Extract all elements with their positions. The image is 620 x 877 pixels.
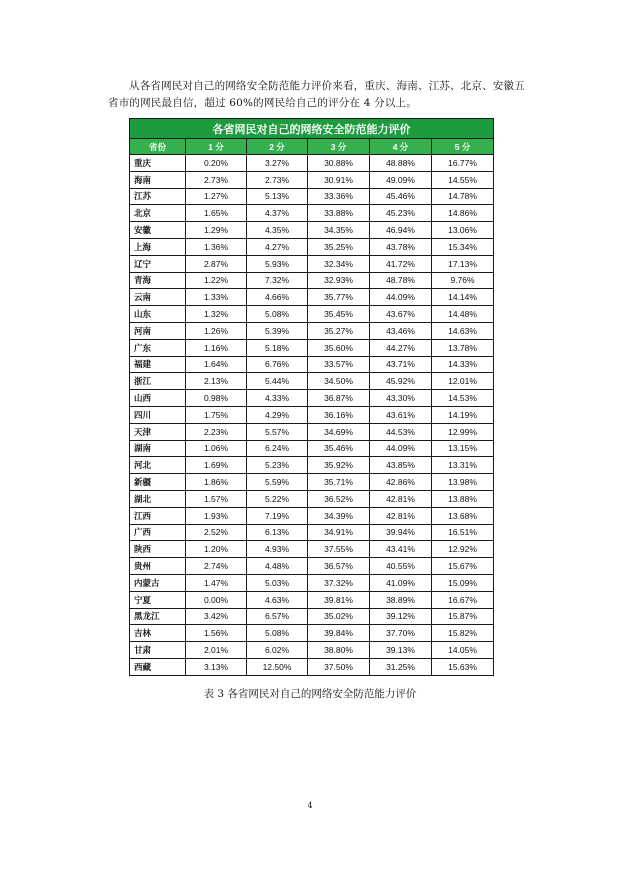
score-3-cell: 34.69% <box>308 423 370 440</box>
score-4-cell: 43.46% <box>370 322 432 339</box>
table-row <box>130 490 494 507</box>
table-row <box>130 440 494 457</box>
score-3-cell: 32.93% <box>308 272 370 289</box>
score-5-cell: 13.88% <box>432 490 494 507</box>
table-row <box>130 205 494 222</box>
score-1-cell: 1.64% <box>186 356 247 373</box>
score-1-cell: 0.00% <box>186 591 247 608</box>
province-cell: 陕西 <box>130 541 186 558</box>
table-row <box>130 642 494 659</box>
table-row <box>130 356 494 373</box>
score-4-cell: 49.09% <box>370 171 432 188</box>
province-cell: 甘肃 <box>130 642 186 659</box>
score-2-cell: 2.73% <box>247 171 308 188</box>
score-5-cell: 15.87% <box>432 608 494 625</box>
table-title: 各省网民对自己的网络安全防范能力评价 <box>130 119 494 139</box>
score-4-cell: 48.88% <box>370 155 432 172</box>
score-4-cell: 42.81% <box>370 507 432 524</box>
score-2-cell: 6.57% <box>247 608 308 625</box>
score-4-cell: 43.67% <box>370 306 432 323</box>
score-2-cell: 5.08% <box>247 625 308 642</box>
score-2-cell: 5.03% <box>247 574 308 591</box>
score-2-cell: 5.22% <box>247 490 308 507</box>
table-row <box>130 474 494 491</box>
score-4-cell: 43.71% <box>370 356 432 373</box>
score-2-cell: 6.02% <box>247 642 308 659</box>
score-5-cell: 14.55% <box>432 171 494 188</box>
score-1-cell: 2.87% <box>186 255 247 272</box>
score-1-cell: 1.27% <box>186 188 247 205</box>
score-4-cell: 43.30% <box>370 390 432 407</box>
score-2-cell: 5.18% <box>247 339 308 356</box>
score-3-cell: 30.91% <box>308 171 370 188</box>
province-cell: 云南 <box>130 289 186 306</box>
score-1-cell: 2.23% <box>186 423 247 440</box>
header-score-1: 1 分 <box>186 139 247 155</box>
score-2-cell: 7.19% <box>247 507 308 524</box>
province-cell: 四川 <box>130 406 186 423</box>
table-row <box>130 507 494 524</box>
score-1-cell: 1.56% <box>186 625 247 642</box>
score-3-cell: 36.16% <box>308 406 370 423</box>
province-cell: 河南 <box>130 322 186 339</box>
score-2-cell: 6.13% <box>247 524 308 541</box>
province-cell: 天津 <box>130 423 186 440</box>
province-cell: 上海 <box>130 238 186 255</box>
score-5-cell: 14.14% <box>432 289 494 306</box>
province-cell: 安徽 <box>130 222 186 239</box>
score-1-cell: 2.74% <box>186 558 247 575</box>
score-4-cell: 43.41% <box>370 541 432 558</box>
score-5-cell: 14.86% <box>432 205 494 222</box>
province-cell: 山西 <box>130 390 186 407</box>
score-5-cell: 13.15% <box>432 440 494 457</box>
score-3-cell: 33.57% <box>308 356 370 373</box>
score-1-cell: 1.69% <box>186 457 247 474</box>
score-3-cell: 35.27% <box>308 322 370 339</box>
table-row <box>130 574 494 591</box>
score-3-cell: 36.52% <box>308 490 370 507</box>
score-4-cell: 40.55% <box>370 558 432 575</box>
score-4-cell: 41.72% <box>370 255 432 272</box>
score-5-cell: 16.67% <box>432 591 494 608</box>
header-province: 省份 <box>130 139 186 155</box>
score-3-cell: 37.55% <box>308 541 370 558</box>
score-2-cell: 5.23% <box>247 457 308 474</box>
score-3-cell: 35.71% <box>308 474 370 491</box>
score-1-cell: 0.20% <box>186 155 247 172</box>
table-row <box>130 423 494 440</box>
score-1-cell: 2.73% <box>186 171 247 188</box>
score-5-cell: 14.78% <box>432 188 494 205</box>
score-2-cell: 4.48% <box>247 558 308 575</box>
score-1-cell: 1.32% <box>186 306 247 323</box>
score-1-cell: 1.06% <box>186 440 247 457</box>
score-3-cell: 35.60% <box>308 339 370 356</box>
table-row <box>130 406 494 423</box>
score-3-cell: 34.39% <box>308 507 370 524</box>
score-2-cell: 4.27% <box>247 238 308 255</box>
table-row <box>130 625 494 642</box>
score-1-cell: 2.01% <box>186 642 247 659</box>
score-3-cell: 34.50% <box>308 373 370 390</box>
score-2-cell: 5.13% <box>247 188 308 205</box>
score-2-cell: 7.32% <box>247 272 308 289</box>
province-cell: 重庆 <box>130 155 186 172</box>
score-5-cell: 15.82% <box>432 625 494 642</box>
score-1-cell: 2.52% <box>186 524 247 541</box>
score-1-cell: 1.22% <box>186 272 247 289</box>
score-2-cell: 4.35% <box>247 222 308 239</box>
header-score-2: 2 分 <box>247 139 308 155</box>
page-number: 4 <box>307 801 313 810</box>
score-2-cell: 4.63% <box>247 591 308 608</box>
province-cell: 广西 <box>130 524 186 541</box>
score-2-cell: 4.93% <box>247 541 308 558</box>
province-cell: 宁夏 <box>130 591 186 608</box>
table-row <box>130 457 494 474</box>
table-row <box>130 255 494 272</box>
score-5-cell: 12.92% <box>432 541 494 558</box>
score-3-cell: 38.80% <box>308 642 370 659</box>
score-4-cell: 45.92% <box>370 373 432 390</box>
province-cell: 江苏 <box>130 188 186 205</box>
province-cell: 西藏 <box>130 658 186 675</box>
score-1-cell: 1.36% <box>186 238 247 255</box>
score-3-cell: 35.25% <box>308 238 370 255</box>
score-4-cell: 46.94% <box>370 222 432 239</box>
table-row <box>130 558 494 575</box>
score-5-cell: 14.63% <box>432 322 494 339</box>
province-cell: 辽宁 <box>130 255 186 272</box>
score-1-cell: 1.93% <box>186 507 247 524</box>
score-5-cell: 13.98% <box>432 474 494 491</box>
score-3-cell: 32.34% <box>308 255 370 272</box>
score-4-cell: 39.12% <box>370 608 432 625</box>
score-1-cell: 1.20% <box>186 541 247 558</box>
score-4-cell: 44.09% <box>370 440 432 457</box>
score-1-cell: 1.16% <box>186 339 247 356</box>
score-3-cell: 35.77% <box>308 289 370 306</box>
table-row <box>130 541 494 558</box>
score-2-cell: 4.66% <box>247 289 308 306</box>
table-row <box>130 322 494 339</box>
province-cell: 山东 <box>130 306 186 323</box>
score-5-cell: 12.99% <box>432 423 494 440</box>
intro-paragraph: 从各省网民对自己的网络安全防范能力评价来看，重庆、海南、江苏、北京、安徽五省市的网民最自信，超过 60%的网民给自己的评分在 4 分以上。 <box>108 80 525 109</box>
score-2-cell: 6.76% <box>247 356 308 373</box>
province-cell: 湖北 <box>130 490 186 507</box>
score-1-cell: 2.13% <box>186 373 247 390</box>
table-header-row <box>130 139 494 155</box>
score-4-cell: 43.61% <box>370 406 432 423</box>
score-3-cell: 33.88% <box>308 205 370 222</box>
province-cell: 新疆 <box>130 474 186 491</box>
score-5-cell: 12.01% <box>432 373 494 390</box>
score-5-cell: 14.48% <box>432 306 494 323</box>
header-score-5: 5 分 <box>432 139 494 155</box>
score-5-cell: 17.13% <box>432 255 494 272</box>
score-2-cell: 5.44% <box>247 373 308 390</box>
score-5-cell: 14.19% <box>432 406 494 423</box>
score-5-cell: 14.53% <box>432 390 494 407</box>
score-4-cell: 43.85% <box>370 457 432 474</box>
score-1-cell: 1.33% <box>186 289 247 306</box>
province-cell: 福建 <box>130 356 186 373</box>
score-3-cell: 34.91% <box>308 524 370 541</box>
score-3-cell: 36.57% <box>308 558 370 575</box>
score-2-cell: 5.08% <box>247 306 308 323</box>
score-4-cell: 43.78% <box>370 238 432 255</box>
score-4-cell: 45.46% <box>370 188 432 205</box>
score-4-cell: 44.53% <box>370 423 432 440</box>
score-3-cell: 35.92% <box>308 457 370 474</box>
table-row <box>130 188 494 205</box>
score-3-cell: 37.32% <box>308 574 370 591</box>
score-4-cell: 44.27% <box>370 339 432 356</box>
score-3-cell: 30.88% <box>308 155 370 172</box>
score-1-cell: 3.13% <box>186 658 247 675</box>
score-5-cell: 15.09% <box>432 574 494 591</box>
table-row <box>130 238 494 255</box>
score-4-cell: 45.23% <box>370 205 432 222</box>
score-4-cell: 42.81% <box>370 490 432 507</box>
score-5-cell: 15.63% <box>432 658 494 675</box>
table-row <box>130 155 494 172</box>
province-cell: 贵州 <box>130 558 186 575</box>
score-5-cell: 15.34% <box>432 238 494 255</box>
score-3-cell: 35.02% <box>308 608 370 625</box>
score-1-cell: 3.42% <box>186 608 247 625</box>
score-5-cell: 14.05% <box>432 642 494 659</box>
header-score-4: 4 分 <box>370 139 432 155</box>
score-4-cell: 42.86% <box>370 474 432 491</box>
score-1-cell: 1.65% <box>186 205 247 222</box>
table-row <box>130 658 494 675</box>
score-4-cell: 44.09% <box>370 289 432 306</box>
table-row <box>130 289 494 306</box>
score-1-cell: 1.86% <box>186 474 247 491</box>
table-row <box>130 608 494 625</box>
score-2-cell: 4.37% <box>247 205 308 222</box>
table-row <box>130 524 494 541</box>
score-5-cell: 13.31% <box>432 457 494 474</box>
score-2-cell: 5.93% <box>247 255 308 272</box>
score-2-cell: 12.50% <box>247 658 308 675</box>
score-4-cell: 31.25% <box>370 658 432 675</box>
table-row <box>130 591 494 608</box>
score-4-cell: 48.78% <box>370 272 432 289</box>
score-3-cell: 35.46% <box>308 440 370 457</box>
table-row <box>130 339 494 356</box>
score-4-cell: 37.70% <box>370 625 432 642</box>
score-2-cell: 6.24% <box>247 440 308 457</box>
province-rating-table <box>129 118 494 676</box>
score-5-cell: 14.33% <box>432 356 494 373</box>
table-row <box>130 373 494 390</box>
score-5-cell: 13.78% <box>432 339 494 356</box>
score-5-cell: 16.51% <box>432 524 494 541</box>
score-2-cell: 5.39% <box>247 322 308 339</box>
score-5-cell: 9.76% <box>432 272 494 289</box>
score-1-cell: 1.57% <box>186 490 247 507</box>
table-row <box>130 272 494 289</box>
province-cell: 海南 <box>130 171 186 188</box>
score-2-cell: 3.27% <box>247 155 308 172</box>
table-body <box>130 155 494 676</box>
table-caption: 表 3 各省网民对自己的网络安全防范能力评价 <box>203 688 417 700</box>
province-cell: 江西 <box>130 507 186 524</box>
score-3-cell: 37.50% <box>308 658 370 675</box>
score-2-cell: 4.33% <box>247 390 308 407</box>
score-1-cell: 1.75% <box>186 406 247 423</box>
score-2-cell: 5.57% <box>247 423 308 440</box>
table-row <box>130 171 494 188</box>
province-cell: 内蒙古 <box>130 574 186 591</box>
score-5-cell: 15.67% <box>432 558 494 575</box>
score-5-cell: 13.06% <box>432 222 494 239</box>
score-4-cell: 39.13% <box>370 642 432 659</box>
score-5-cell: 13.68% <box>432 507 494 524</box>
score-4-cell: 39.94% <box>370 524 432 541</box>
score-3-cell: 35.45% <box>308 306 370 323</box>
province-cell: 广东 <box>130 339 186 356</box>
province-cell: 湖南 <box>130 440 186 457</box>
score-1-cell: 1.26% <box>186 322 247 339</box>
score-3-cell: 34.35% <box>308 222 370 239</box>
province-cell: 北京 <box>130 205 186 222</box>
province-cell: 黑龙江 <box>130 608 186 625</box>
score-5-cell: 16.77% <box>432 155 494 172</box>
province-cell: 浙江 <box>130 373 186 390</box>
table-row <box>130 306 494 323</box>
score-2-cell: 4.29% <box>247 406 308 423</box>
score-1-cell: 0.98% <box>186 390 247 407</box>
score-1-cell: 1.47% <box>186 574 247 591</box>
score-4-cell: 41.09% <box>370 574 432 591</box>
score-2-cell: 5.59% <box>247 474 308 491</box>
score-3-cell: 39.81% <box>308 591 370 608</box>
province-cell: 吉林 <box>130 625 186 642</box>
header-score-3: 3 分 <box>308 139 370 155</box>
table-row <box>130 390 494 407</box>
province-cell: 青海 <box>130 272 186 289</box>
score-3-cell: 36.87% <box>308 390 370 407</box>
score-4-cell: 38.89% <box>370 591 432 608</box>
score-3-cell: 33.36% <box>308 188 370 205</box>
score-1-cell: 1.29% <box>186 222 247 239</box>
table-row <box>130 222 494 239</box>
score-3-cell: 39.84% <box>308 625 370 642</box>
province-cell: 河北 <box>130 457 186 474</box>
